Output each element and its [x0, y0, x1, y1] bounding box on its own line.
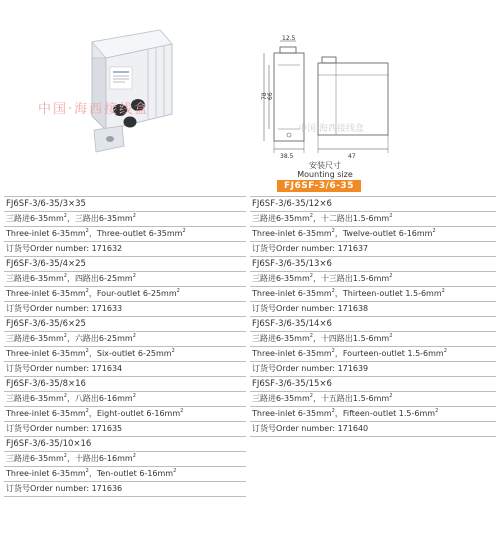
product-order-number: 订货号Order number: 171637 — [252, 244, 369, 253]
watermark-left: 中国·海西接线盒 — [38, 102, 150, 117]
product-model: FJ6SF-3/6-35/3×35 — [6, 199, 86, 209]
dim-bottom-right: 47 — [348, 153, 356, 160]
divider — [250, 436, 496, 437]
product-en-spec: Three-inlet $6-35mm^2$，Ten-outlet $6-16mm^2$ — [6, 468, 177, 478]
product-order-number: 订货号Order number: 171639 — [252, 364, 369, 373]
product-order-number: 订货号Order number: 171636 — [6, 484, 123, 493]
product-model: FJ6SF-3/6-35/14×6 — [252, 319, 332, 329]
product-model: FJ6SF-3/6-35/12×6 — [252, 199, 332, 209]
product-en-spec: Three-inlet $6-35mm^2$，Twelve-outlet $6-16mm^2$ — [252, 228, 436, 238]
product-order-number: 订货号Order number: 171638 — [252, 304, 369, 313]
watermark-drawing: 中国·海西接线盒 — [298, 124, 364, 134]
product-model: FJ6SF-3/6-35/6×25 — [6, 319, 86, 329]
dim-bottom-left: 38.5 — [280, 153, 294, 160]
dim-height-inner: 66 — [267, 92, 274, 100]
product-order-number: 订货号Order number: 171635 — [6, 424, 123, 433]
product-cn-spec: 三路进$6-35mm^2$，十二路出$1.5-6mm^2$ — [252, 213, 393, 223]
product-order-number: 订货号Order number: 171640 — [252, 424, 369, 433]
product-en-spec: Three-inlet $6-35mm^2$，Six-outlet $6-25mm^2$ — [6, 348, 175, 358]
product-order-number: 订货号Order number: 171633 — [6, 304, 123, 313]
mounting-label-en: Mounting size — [297, 170, 353, 179]
dim-top: 12.5 — [282, 35, 296, 42]
product-en-spec: Three-inlet $6-35mm^2$，Four-outlet $6-25mm^2$ — [6, 288, 180, 298]
product-order-number: 订货号Order number: 171634 — [6, 364, 123, 373]
mounting-drawing — [258, 35, 418, 163]
product-en-spec: Three-inlet $6-35mm^2$，Eight-outlet $6-16mm^2$ — [6, 408, 184, 418]
product-order-number: 订货号Order number: 171632 — [6, 244, 123, 253]
product-model: FJ6SF-3/6-35/4×25 — [6, 259, 86, 269]
product-cn-spec: 三路进$6-35mm^2$，十三路出$1.5-6mm^2$ — [252, 273, 393, 283]
product-model: FJ6SF-3/6-35/15×6 — [252, 379, 332, 389]
product-model: FJ6SF-3/6-35/8×16 — [6, 379, 86, 389]
product-model: FJ6SF-3/6-35/13×6 — [252, 259, 332, 269]
product-cn-spec: 三路进$6-35mm^2$，六路出$6-25mm^2$ — [6, 333, 136, 343]
product-photo — [50, 22, 190, 172]
product-cn-spec: 三路进$6-35mm^2$，十五路出$1.5-6mm^2$ — [252, 393, 393, 403]
product-cn-spec: 三路进$6-35mm^2$，四路出$6-25mm^2$ — [6, 273, 136, 283]
divider — [4, 496, 246, 497]
product-cn-spec: 三路进$6-35mm^2$，十四路出$1.5-6mm^2$ — [252, 333, 393, 343]
product-cn-spec: 三路进$6-35mm^2$，十路出$6-16mm^2$ — [6, 453, 136, 463]
product-en-spec: Three-inlet $6-35mm^2$，Fourteen-outlet $1.5-6mm^2$ — [252, 348, 447, 358]
product-cn-spec: 三路进$6-35mm^2$，三路出$6-35mm^2$ — [6, 213, 136, 223]
mounting-label-cn: 安装尺寸 — [309, 161, 341, 170]
product-model: FJ6SF-3/6-35/10×16 — [6, 439, 92, 449]
product-cn-spec: 三路进$6-35mm^2$，八路出$6-16mm^2$ — [6, 393, 136, 403]
model-badge: FJ6SF-3/6-35 — [277, 180, 361, 192]
product-en-spec: Three-inlet $6-35mm^2$，Fifteen-outlet $1.5-6mm^2$ — [252, 408, 439, 418]
dim-height-outer: 78 — [261, 92, 268, 100]
product-en-spec: Three-inlet $6-35mm^2$，Three-outlet $6-35mm^2$ — [6, 228, 186, 238]
product-en-spec: Three-inlet $6-35mm^2$，Thirteen-outlet $1.5-6mm^2$ — [252, 288, 445, 298]
